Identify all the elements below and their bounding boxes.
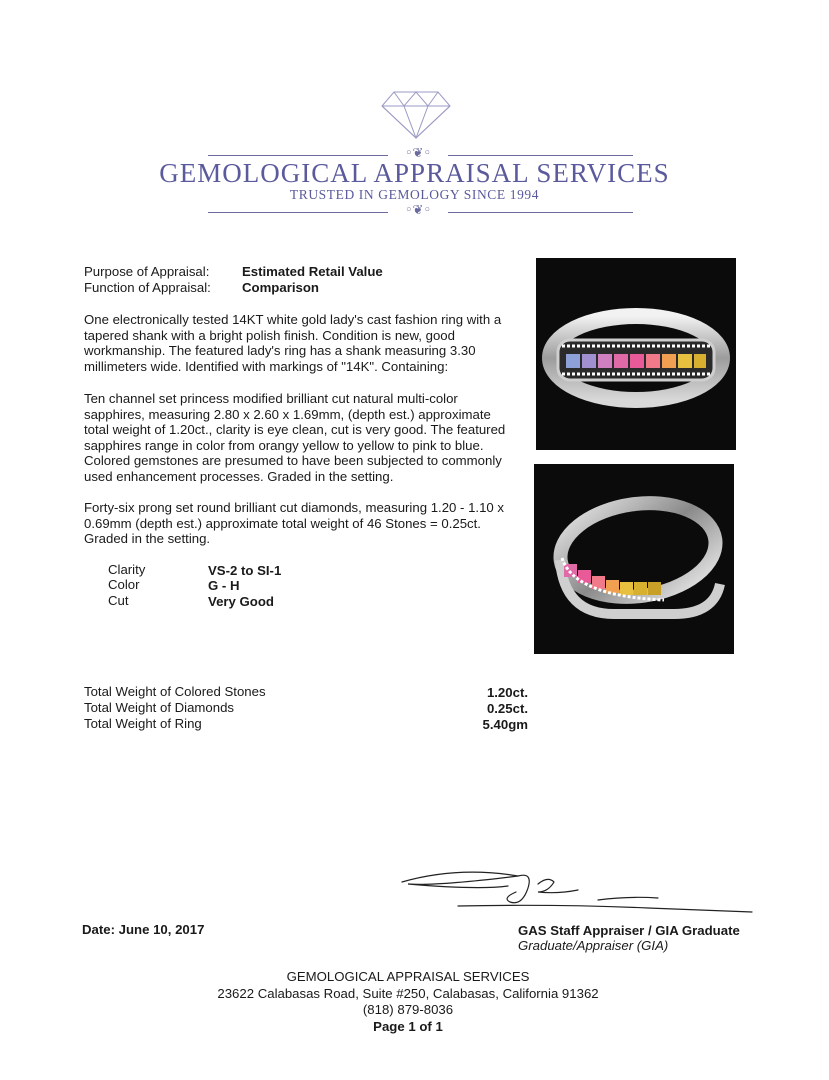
- description-paragraph-3: Forty-six prong set round brilliant cut diamonds, measuring 1.20 - 1.10 x 0.69mm (depth est.) approximate total weight of 46 Stones = 0.25ct. Graded in the setting.: [84, 500, 505, 547]
- appraisal-date: Date: June 10, 2017: [82, 922, 205, 937]
- ring-image-top: [536, 258, 736, 450]
- grade-label-color: Color: [108, 577, 140, 592]
- description-paragraph-1: One electronically tested 14KT white gold lady's cast fashion ring with a tapered shank with a bright polish finish. Condition is new, good workmanship. The featured lady's ring has a shank measuring 3.30 millimeters wide. Identified with markings of "14K". Containing:: [84, 312, 502, 374]
- total-value-colored-stones: 1.20ct.: [486, 685, 528, 700]
- appraiser-signature: [398, 862, 758, 922]
- function-value: Comparison: [242, 280, 319, 295]
- footer-company: GEMOLOGICAL APPRAISAL SERVICES: [286, 969, 530, 984]
- total-value-diamonds: 0.25ct.: [486, 701, 528, 716]
- appraiser-title: GAS Staff Appraiser / GIA Graduate: [518, 923, 740, 938]
- company-tagline: TRUSTED IN GEMOLOGY SINCE 1994: [289, 187, 540, 202]
- total-label-colored-stones: Total Weight of Colored Stones: [84, 684, 266, 699]
- top-rule-left: [208, 155, 388, 156]
- purpose-value: Estimated Retail Value: [242, 264, 383, 279]
- grade-value-color: G - H: [208, 578, 240, 593]
- appraiser-subtitle: Graduate/Appraiser (GIA): [518, 938, 669, 953]
- page-number: Page 1 of 1: [373, 1019, 443, 1034]
- grade-value-clarity: VS-2 to SI-1: [208, 563, 282, 578]
- ring-photo-bottom: [534, 464, 734, 654]
- grade-label-clarity: Clarity: [108, 562, 146, 577]
- purpose-label: Purpose of Appraisal:: [84, 264, 210, 279]
- footer-address: 23622 Calabasas Road, Suite #250, Calabasas, California 91362: [217, 986, 599, 1001]
- description-paragraph-2: Ten channel set princess modified brilliant cut natural multi-color sapphires, measuring 2.80 x 2.60 x 1.69mm, (depth est.) approximate total weight of 1.20ct., clarity is eye clean, cut is very good. The featured sapphires range in color from orangy yellow to yellow to pink to blue. Colored gemstones are presumed to have been subjected to commonly used enhancement processes. Graded in the setting.: [84, 391, 506, 484]
- grade-label-cut: Cut: [108, 593, 129, 608]
- ornament-bottom: ◦❦◦: [404, 203, 432, 218]
- top-rule-right: [448, 155, 633, 156]
- ring-photo-top: [536, 258, 736, 450]
- footer-phone: (818) 879-8036: [362, 1002, 454, 1017]
- total-value-ring: 5.40gm: [482, 717, 528, 732]
- grade-value-cut: Very Good: [208, 594, 274, 609]
- function-label: Function of Appraisal:: [84, 280, 211, 295]
- total-label-diamonds: Total Weight of Diamonds: [84, 700, 235, 715]
- total-label-ring: Total Weight of Ring: [84, 716, 202, 731]
- diamond-logo-icon: [380, 90, 452, 140]
- ring-image-bottom: [534, 464, 734, 654]
- bottom-rule-right: [448, 212, 633, 213]
- company-title: GEMOLOGICAL APPRAISAL SERVICES: [159, 158, 670, 188]
- ornament-top: ◦❦◦: [404, 146, 432, 161]
- bottom-rule-left: [208, 212, 388, 213]
